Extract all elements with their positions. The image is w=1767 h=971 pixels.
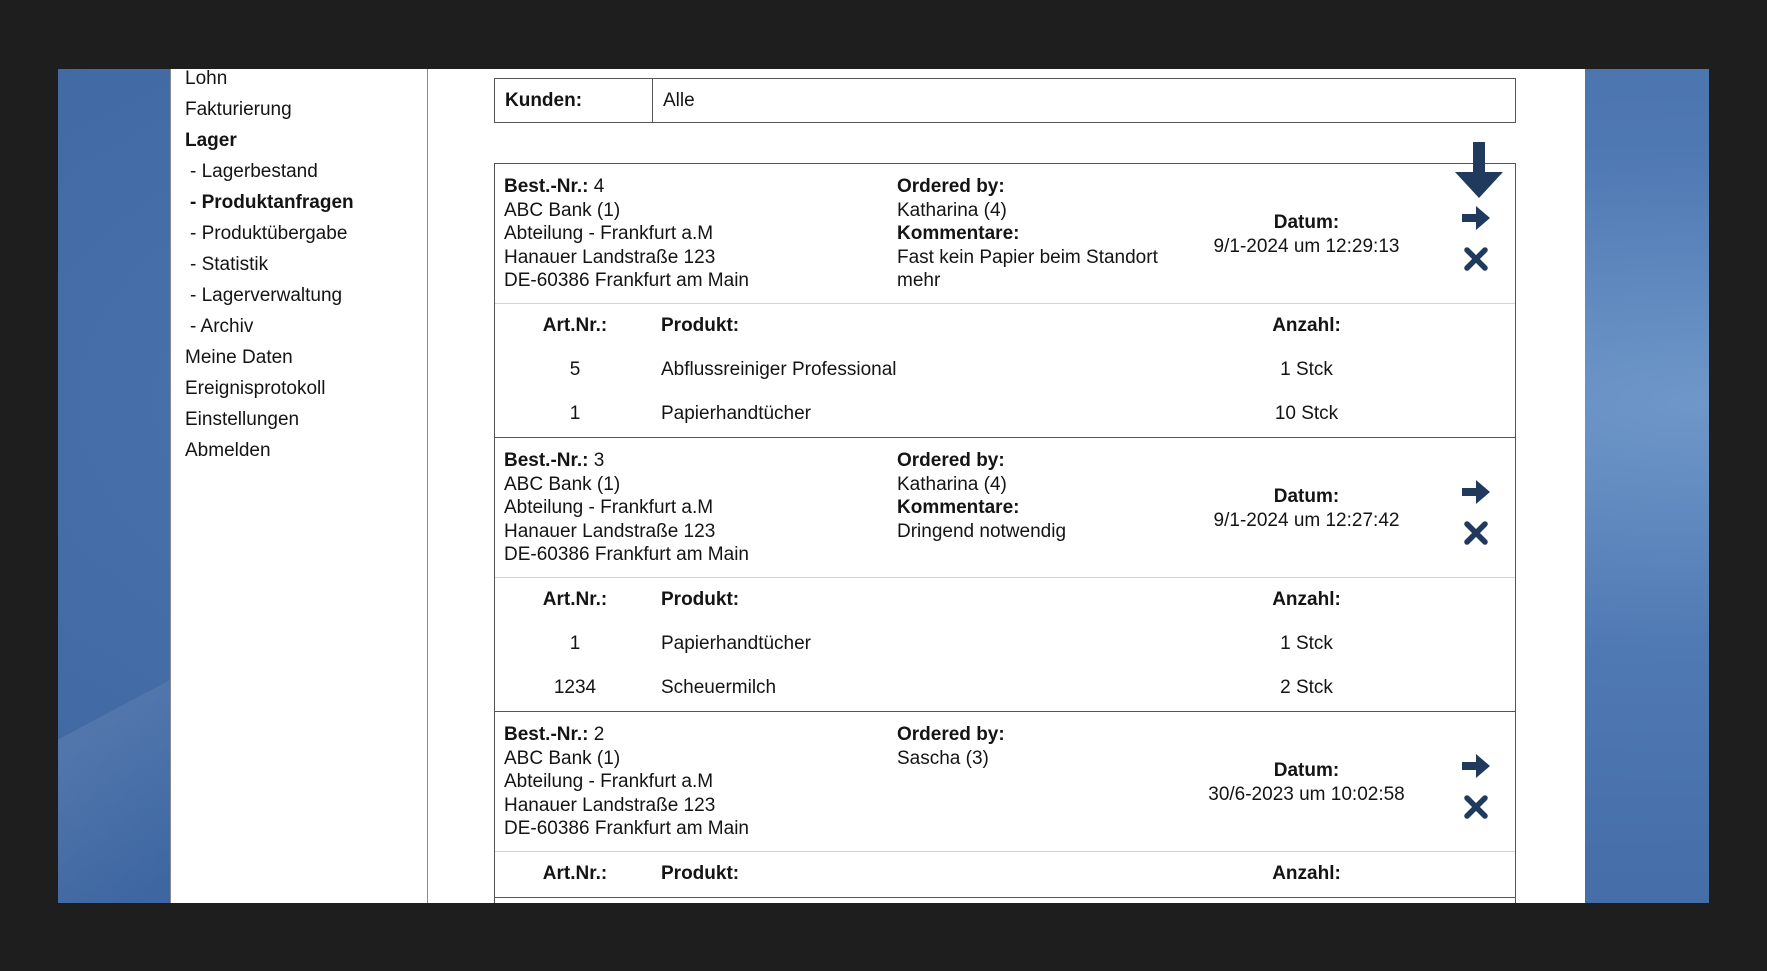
product-header: Produkt: [661, 315, 740, 336]
item-product: Papierhandtücher [661, 403, 811, 424]
item-art-no: 1234 [553, 677, 597, 698]
desktop-background [58, 69, 1709, 903]
order-street: Hanauer Landstraße 123 [504, 246, 716, 268]
date-value: 30/6-2023 um 10:02:58 [1208, 783, 1405, 805]
date-value: 9/1-2024 um 12:29:13 [1213, 235, 1400, 257]
order-card [495, 712, 1515, 898]
order-header [495, 712, 1515, 852]
order-address [504, 175, 749, 293]
item-quantity: 10 Stck [1274, 403, 1339, 424]
sidebar-item[interactable]: - Produktübergabe [190, 223, 348, 244]
sidebar-item[interactable]: - Archiv [190, 316, 254, 337]
items-header-row [495, 578, 1515, 622]
order-actions [1459, 201, 1499, 283]
order-items [495, 852, 1515, 897]
product-header: Produkt: [661, 589, 740, 610]
customer-filter-value[interactable]: Alle [663, 90, 695, 111]
order-header [495, 164, 1515, 304]
order-city: DE-60386 Frankfurt am Main [504, 270, 749, 291]
item-art-no: 5 [569, 359, 581, 380]
order-number-label: Best.-Nr.: [504, 450, 589, 471]
items-header-row [495, 304, 1515, 348]
sidebar-item[interactable]: Ereignisprotokoll [185, 378, 326, 399]
sidebar [170, 69, 428, 903]
ordered-by-name: Katharina (4) [897, 199, 1007, 221]
order-department: Abteilung - Frankfurt a.M [504, 223, 714, 244]
order-date [1184, 485, 1429, 532]
date-label: Datum: [1273, 486, 1340, 507]
date-value: 9/1-2024 um 12:27:42 [1213, 509, 1400, 531]
order-city: DE-60386 Frankfurt am Main [504, 544, 749, 565]
sidebar-item[interactable]: Lohn [185, 69, 228, 89]
order-date [1184, 759, 1429, 806]
item-art-no: 1 [569, 633, 581, 654]
item-quantity: 1 Stck [1280, 633, 1333, 654]
order-list [494, 163, 1516, 903]
order-number: 4 [593, 176, 605, 197]
order-address [504, 723, 749, 841]
quantity-header: Anzahl: [1272, 863, 1341, 884]
item-quantity: 2 Stck [1280, 677, 1333, 698]
arrow-right-icon[interactable] [1459, 201, 1493, 235]
order-customer: ABC Bank (1) [504, 199, 621, 221]
date-label: Datum: [1273, 760, 1340, 781]
customer-filter [494, 78, 1516, 123]
item-product: Papierhandtücher [661, 633, 811, 654]
order-items [495, 304, 1515, 437]
order-card [495, 438, 1515, 712]
comments-label: Kommentare: [897, 223, 1020, 244]
item-product: Abflussreiniger Professional [661, 359, 897, 380]
order-city: DE-60386 Frankfurt am Main [504, 818, 749, 839]
order-number-label: Best.-Nr.: [504, 724, 589, 745]
comments-label: Kommentare: [897, 497, 1020, 518]
sidebar-item[interactable]: - Produktanfragen [190, 192, 354, 213]
sidebar-nav [185, 69, 354, 472]
close-icon[interactable] [1459, 242, 1493, 276]
date-label: Datum: [1273, 212, 1340, 233]
item-product: Scheuermilch [661, 677, 777, 698]
art-no-header: Art.Nr.: [542, 589, 608, 610]
ordered-by-label: Ordered by: [897, 724, 1005, 745]
item-row [495, 622, 1515, 666]
arrow-right-icon[interactable] [1459, 749, 1493, 783]
sidebar-item[interactable]: - Lagerbestand [190, 161, 318, 182]
sidebar-item[interactable]: Einstellungen [185, 409, 300, 430]
item-row [495, 666, 1515, 711]
sidebar-item[interactable]: Lager [185, 130, 237, 151]
art-no-header: Art.Nr.: [542, 315, 608, 336]
order-number: 3 [593, 450, 605, 471]
order-header [495, 438, 1515, 578]
ordered-by-name: Sascha (3) [897, 747, 989, 769]
ordered-by-name: Katharina (4) [897, 473, 1007, 495]
arrow-down-icon[interactable] [1453, 142, 1505, 200]
item-row [495, 348, 1515, 392]
art-no-header: Art.Nr.: [542, 863, 608, 884]
order-customer: ABC Bank (1) [504, 747, 621, 769]
close-icon[interactable] [1459, 516, 1493, 550]
item-art-no: 1 [569, 403, 581, 424]
order-street: Hanauer Landstraße 123 [504, 520, 716, 542]
order-actions [1459, 749, 1499, 831]
order-department: Abteilung - Frankfurt a.M [504, 497, 714, 518]
order-orderer-block [897, 449, 1167, 543]
customer-filter-label: Kunden: [495, 79, 653, 122]
sidebar-item[interactable]: - Lagerverwaltung [190, 285, 343, 306]
item-quantity: 1 Stck [1280, 359, 1333, 380]
order-street: Hanauer Landstraße 123 [504, 794, 716, 816]
arrow-right-icon[interactable] [1459, 475, 1493, 509]
order-date [1184, 211, 1429, 258]
item-row [495, 392, 1515, 437]
items-header-row [495, 852, 1515, 897]
close-icon[interactable] [1459, 790, 1493, 824]
sidebar-item[interactable]: - Statistik [190, 254, 269, 275]
order-department: Abteilung - Frankfurt a.M [504, 771, 714, 792]
order-number-label: Best.-Nr.: [504, 176, 589, 197]
order-customer: ABC Bank (1) [504, 473, 621, 495]
order-actions [1459, 475, 1499, 557]
comment-text: Fast kein Papier beim Standort mehr [897, 246, 1158, 291]
app-window [170, 69, 1585, 903]
sidebar-item[interactable]: Fakturierung [185, 99, 292, 120]
order-orderer-block [897, 175, 1167, 293]
comment-text: Dringend notwendig [897, 520, 1067, 542]
order-number: 2 [593, 724, 605, 745]
sidebar-item[interactable]: Abmelden [185, 440, 271, 461]
ordered-by-label: Ordered by: [897, 176, 1005, 197]
main-content [428, 69, 1585, 903]
order-address [504, 449, 749, 567]
quantity-header: Anzahl: [1272, 315, 1341, 336]
sidebar-item[interactable]: Meine Daten [185, 347, 293, 368]
ordered-by-label: Ordered by: [897, 450, 1005, 471]
order-card [495, 164, 1515, 438]
order-items [495, 578, 1515, 711]
quantity-header: Anzahl: [1272, 589, 1341, 610]
order-orderer-block [897, 723, 1167, 770]
product-header: Produkt: [661, 863, 740, 884]
